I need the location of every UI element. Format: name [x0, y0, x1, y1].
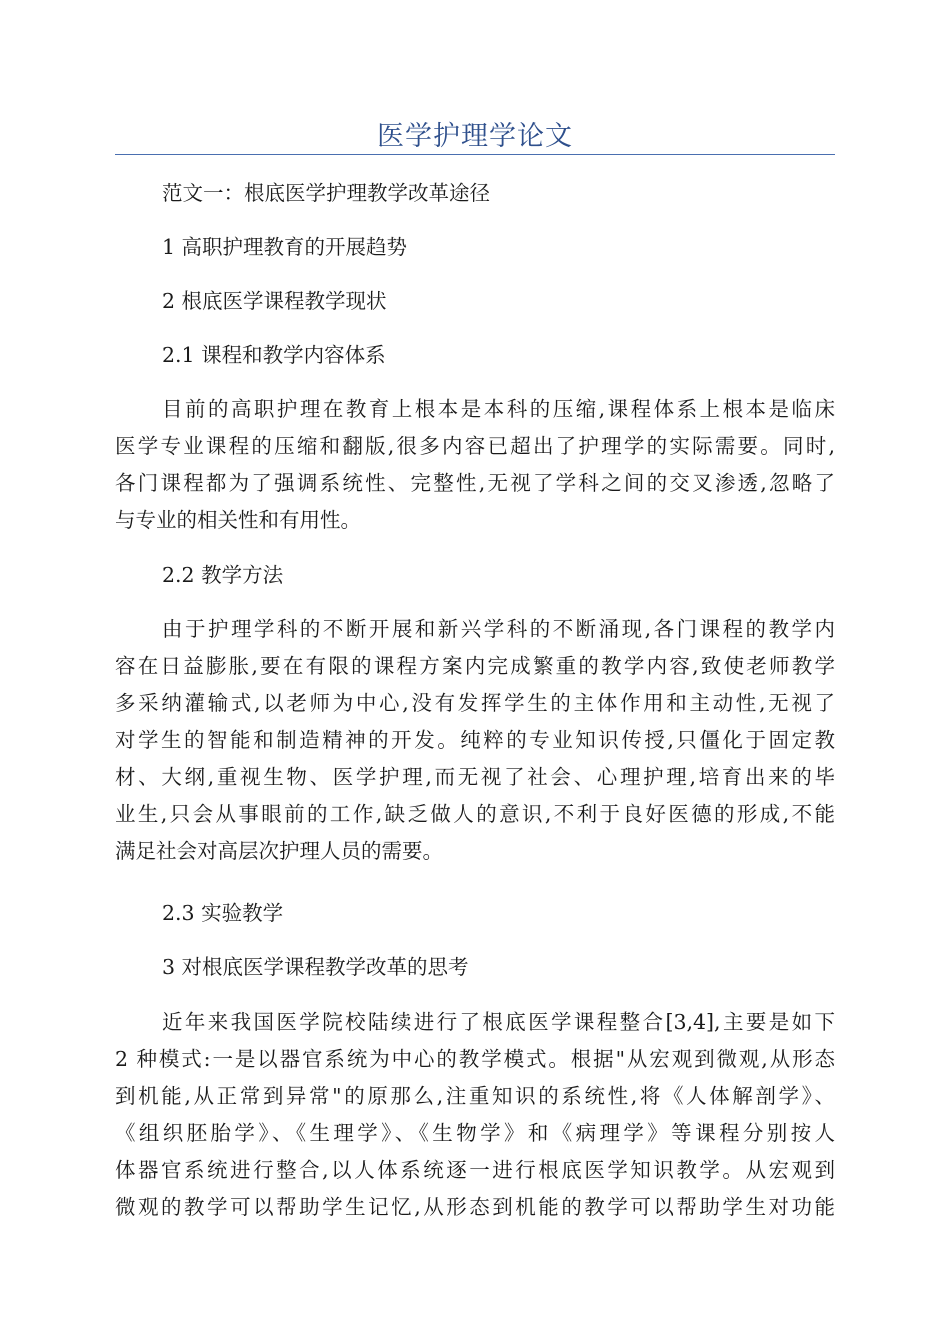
paragraph-line: 微观的教学可以帮助学生记忆,从形态到机能的教学可以帮助学生对功能	[115, 1195, 835, 1219]
section-heading-2: 2 根底医学课程教学现状	[162, 289, 387, 313]
paragraph-line: 各门课程都为了强调系统性、完整性,无视了学科之间的交叉渗透,忽略了	[115, 471, 835, 495]
paragraph-line: 满足社会对高层次护理人员的需要。	[115, 839, 443, 863]
paragraph-line: 由于护理学科的不断开展和新兴学科的不断涌现,各门课程的教学内	[162, 617, 835, 641]
section-heading-3: 3 对根底医学课程教学改革的思考	[162, 955, 469, 979]
paragraph-line: 到机能,从正常到异常"的原那么,注重知识的系统性,将《人体解剖学》、	[115, 1084, 835, 1108]
paragraph-line: 《组织胚胎学》、《生理学》、《生物学》和《病理学》等课程分别按人	[115, 1121, 835, 1145]
paragraph-line: 多采纳灌输式,以老师为中心,没有发挥学生的主体作用和主动性,无视了	[115, 691, 835, 715]
paragraph-line: 容在日益膨胀,要在有限的课程方案内完成繁重的教学内容,致使老师教学	[115, 654, 835, 678]
subtitle-fanwen: 范文一：根底医学护理教学改革途径	[162, 181, 490, 205]
paragraph-line: 材、大纲,重视生物、医学护理,而无视了社会、心理护理,培育出来的毕	[115, 765, 835, 789]
title-underline	[115, 154, 835, 155]
paragraph-line: 对学生的智能和制造精神的开发。纯粹的专业知识传授,只僵化于固定教	[115, 728, 835, 752]
section-heading-2-2: 2.2 教学方法	[162, 563, 284, 587]
page-title: 医学护理学论文	[377, 121, 573, 152]
paragraph-line: 体器官系统进行整合,以人体系统逐一进行根底医学知识教学。从宏观到	[115, 1158, 835, 1182]
paragraph-line: 业生,只会从事眼前的工作,缺乏做人的意识,不利于良好医德的形成,不能	[115, 802, 835, 826]
section-heading-2-1: 2.1 课程和教学内容体系	[162, 343, 386, 367]
paragraph-line: 与专业的相关性和有用性。	[115, 508, 361, 532]
paragraph-line: 2 种模式:一是以器官系统为中心的教学模式。根据"从宏观到微观,从形态	[115, 1047, 835, 1071]
paragraph-line: 近年来我国医学院校陆续进行了根底医学课程整合[3,4],主要是如下	[162, 1010, 835, 1034]
paragraph-line: 目前的高职护理在教育上根本是本科的压缩,课程体系上根本是临床	[162, 397, 835, 421]
section-heading-2-3: 2.3 实验教学	[162, 901, 284, 925]
paragraph-line: 医学专业课程的压缩和翻版,很多内容已超出了护理学的实际需要。同时,	[115, 434, 835, 458]
section-heading-1: 1 高职护理教育的开展趋势	[162, 235, 408, 259]
